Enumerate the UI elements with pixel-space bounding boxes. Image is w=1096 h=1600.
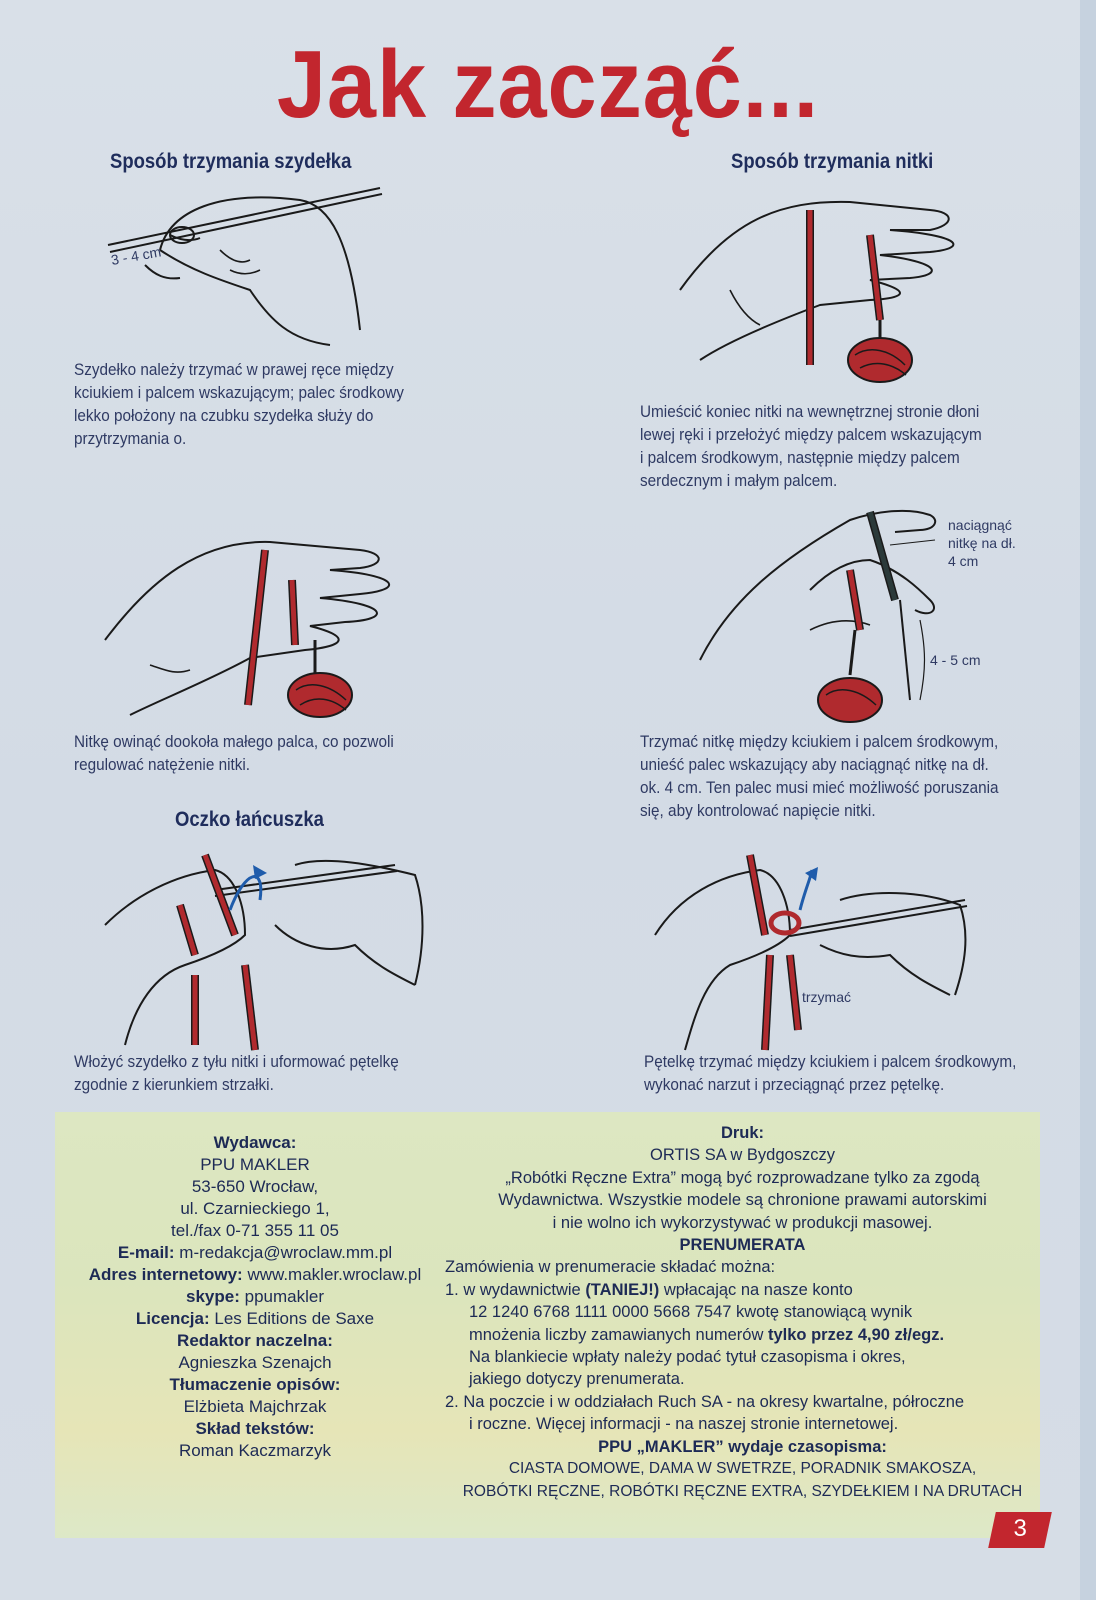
publisher-line: tel./fax 0-71 355 11 05 — [171, 1221, 339, 1240]
caption-line: i palcem środkowym, następnie między palcem — [640, 448, 960, 467]
wrap-caption — [74, 730, 394, 776]
email-label: E-mail: — [117, 1243, 175, 1262]
page-number: 3 — [1013, 1515, 1027, 1542]
web-label: Adres internetowy: — [88, 1265, 243, 1284]
loop-caption — [644, 1050, 1016, 1096]
yarn-heading: Sposób trzymania nitki — [731, 150, 934, 173]
loop-label-hold: trzymać — [802, 989, 851, 1005]
hook-heading: Sposób trzymania szydełka — [110, 150, 352, 173]
typesetting-label: Skład tekstów: — [195, 1419, 315, 1438]
tension-label-pull-1: naciągnąć — [948, 517, 1012, 533]
license-value: Les Editions de Saxe — [214, 1309, 375, 1328]
item2-text: i roczne. Więcej informacji - na naszej stronie internetowej. — [469, 1415, 899, 1434]
page-title: Jak zacząć... — [276, 31, 820, 138]
item1-cheaper: (TANIEJ!) — [585, 1280, 660, 1299]
print-column — [445, 1122, 1040, 1503]
yarn-holding-illustration — [670, 180, 990, 400]
yarn-wrap-illustration — [100, 520, 420, 730]
caption-line: Umieścić koniec nitki na wewnętrznej stronie dłoni — [640, 402, 980, 421]
skype-value: ppumakler — [244, 1287, 324, 1306]
editor-label: Redaktor naczelna: — [177, 1331, 333, 1350]
caption-line: regulować natężenie nitki. — [74, 755, 251, 774]
caption-line: zgodnie z kierunkiem strzałki. — [74, 1075, 274, 1094]
caption-line: serdecznym i małym palcem. — [640, 471, 838, 490]
print-label: Druk: — [720, 1124, 765, 1142]
caption-line: kciukiem i palcem wskazującym; palec środkowy — [74, 383, 404, 402]
caption-line: Trzymać nitkę między kciukiem i palcem środkowym, — [640, 732, 999, 751]
page-number-badge — [988, 1512, 1052, 1548]
caption-line: Pętelkę trzymać między kciukiem i palcem środkowym, — [644, 1052, 1017, 1071]
email-link[interactable]: m-redakcja@wroclaw.mm.pl — [179, 1243, 393, 1262]
caption-line: unieść palec wskazujący aby naciągnąć nitkę na dł. — [640, 755, 989, 774]
hook-caption — [74, 358, 404, 450]
account-number: 12 1240 6768 1111 0000 5668 7547 kwotę stanowiącą wynik — [469, 1303, 913, 1322]
caption-line: Szydełko należy trzymać w prawej ręce między — [74, 360, 394, 379]
publisher-line: 53-650 Wrocław, — [191, 1177, 319, 1196]
publisher-label: Wydawca: — [213, 1133, 297, 1152]
license-label: Licencja: — [135, 1309, 210, 1328]
caption-line: ok. 4 cm. Ten palec musi mieć możliwość poruszania — [640, 778, 999, 797]
typesetter-name: Roman Kaczmarzyk — [178, 1441, 332, 1460]
translation-label: Tłumaczenie opisów: — [169, 1375, 341, 1394]
editor-name: Agnieszka Szenajch — [178, 1353, 332, 1372]
tension-label-pull-2: nitkę na dł. — [948, 535, 1016, 551]
rights-line: „Robótki Ręczne Extra” mogą być rozprowadzane tylko za zgodą — [505, 1168, 980, 1187]
publisher-line: PPU MAKLER — [200, 1155, 310, 1174]
skype-label: skype: — [186, 1287, 240, 1306]
item1-text: 1. w wydawnictwie — [445, 1280, 586, 1299]
subscription-intro: Zamówienia w prenumeracie składać można: — [445, 1258, 776, 1277]
chain-caption — [74, 1050, 399, 1096]
caption-line: wykonać narzut i przeciągnąć przez pętelkę. — [644, 1075, 945, 1094]
yarn-tension-illustration — [690, 500, 1020, 730]
chain-heading: Oczko łańcuszka — [175, 808, 324, 831]
publisher-line: ul. Czarnieckiego 1, — [180, 1199, 330, 1218]
caption-line: się, aby kontrolować napięcie nitki. — [640, 801, 876, 820]
item1-text: wpłacając na nasze konto — [659, 1280, 853, 1299]
caption-line: Nitkę owinąć dookoła małego palca, co pozwoli — [74, 732, 394, 751]
tension-label-length: 4 - 5 cm — [930, 652, 981, 668]
web-link[interactable]: www.makler.wroclaw.pl — [247, 1265, 422, 1284]
item1-text: mnożenia liczby zamawianych numerów — [469, 1325, 768, 1344]
item1-text: jakiego dotyczy prenumerata. — [469, 1370, 685, 1389]
item1-price: tylko przez 4,90 zł/egz. — [767, 1325, 945, 1344]
yarn-over-illustration — [650, 845, 990, 1055]
tension-caption — [640, 730, 999, 822]
caption-line: lewej ręki i przełożyć między palcem wskazującym — [640, 425, 982, 444]
yarn-caption — [640, 400, 982, 492]
magazines-heading: PPU „MAKLER” wydaje czasopisma: — [598, 1437, 887, 1456]
page-edge — [1080, 0, 1096, 1600]
tension-label-pull-3: 4 cm — [948, 553, 979, 569]
rights-line: i nie wolno ich wykorzystywać w produkcji masowej. — [552, 1213, 933, 1232]
subscription-heading: PRENUMERATA — [679, 1236, 806, 1255]
caption-line: Włożyć szydełko z tyłu nitki i uformować pętelkę — [74, 1052, 399, 1071]
chain-stitch-illustration — [95, 845, 435, 1055]
hook-holding-illustration — [100, 180, 430, 350]
magazines-line: CIASTA DOMOWE, DAMA W SWETRZE, PORADNIK SMAKOSZA, — [508, 1460, 977, 1478]
caption-line: lekko położony na czubku szydełka służy do — [74, 406, 374, 425]
printer-name: ORTIS SA w Bydgoszczy — [650, 1146, 835, 1165]
hook-measure-label: 3 - 4 cm — [109, 243, 163, 268]
magazines-line: ROBÓTKI RĘCZNE, ROBÓTKI RĘCZNE EXTRA, SZYDEŁKIEM I NA DRUTACH — [462, 1482, 1023, 1500]
publisher-column — [55, 1132, 455, 1462]
translator-name: Elżbieta Majchrzak — [183, 1397, 327, 1416]
item2-text: 2. Na poczcie i w oddziałach Ruch SA - na okresy kwartalne, półroczne — [445, 1392, 965, 1411]
caption-line: przytrzymania o. — [74, 429, 187, 448]
item1-text: Na blankiecie wpłaty należy podać tytuł czasopisma i okres, — [469, 1348, 906, 1367]
rights-line: Wydawnictwa. Wszystkie modele są chronione prawami autorskimi — [498, 1191, 987, 1210]
